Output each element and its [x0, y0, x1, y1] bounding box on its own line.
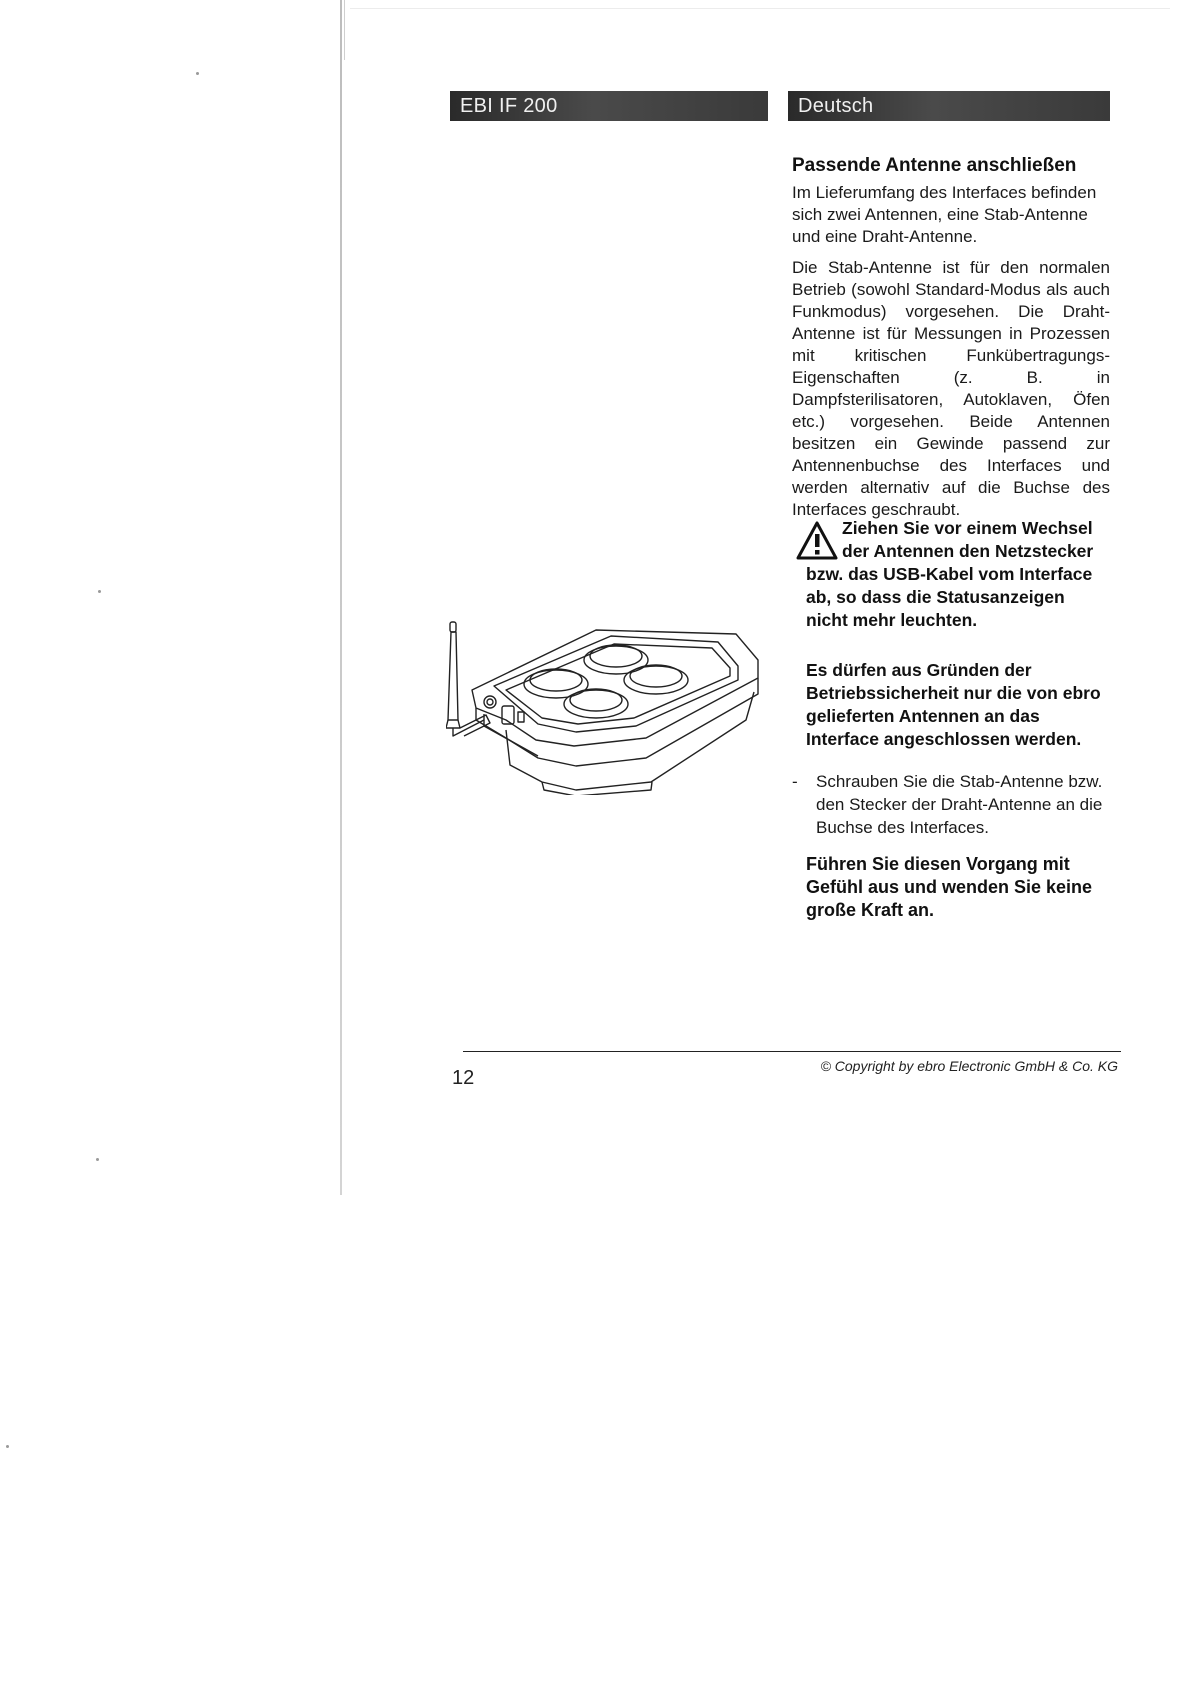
binding-margin-line — [340, 0, 342, 1195]
scan-speck — [196, 72, 199, 75]
instruction-dash: - — [792, 772, 798, 791]
warning-line-1: Ziehen Sie vor einem Wechsel — [842, 518, 1093, 538]
interface-device-illustration — [446, 620, 776, 795]
safety-note: Es dürfen aus Gründen der Betriebssicherheit nur die von ebro gelieferten Antennen an das Interface angeschlossen werden. — [806, 660, 1101, 749]
warning-triangle-icon — [796, 521, 838, 561]
caution-note: Führen Sie diesen Vorgang mit Gefühl aus und wenden Sie keine große Kraft an. — [806, 854, 1093, 920]
warning-block — [796, 517, 1100, 632]
footer-rule — [463, 1051, 1121, 1052]
warning-line-2: der Antennen den Netzstecker — [842, 541, 1094, 561]
header-language-title: Deutsch — [788, 91, 1110, 121]
description-paragraph: Die Stab-Antenne ist für den normalen Betrieb (sowohl Standard-Modus als auch Funkmodus) vorgesehen. Die Draht-Antenne ist für Messungen in Prozessen mit kritischen Funkübertragungs-Eigenschaften (z. B. in Dampfsterilisatoren, Autoklaven, Öfen etc.) vorgesehen. Beide Antennen besitzen ein Gewinde passend zur Antennenbuchse des Interfaces und werden alternativ auf die Buchse des Interfaces geschraubt. — [792, 258, 1110, 519]
instruction-text: Schrauben Sie die Stab-Antenne bzw. den Stecker der Draht-Antenne an die Buchse des Interfaces. — [816, 772, 1103, 837]
warning-text — [796, 517, 1100, 632]
binding-margin-line-secondary — [344, 0, 345, 60]
page-number: 12 — [452, 1067, 475, 1089]
scan-speck — [98, 590, 101, 593]
copyright-notice: © Copyright by ebro Electronic GmbH & Co. KG — [820, 1058, 1118, 1074]
scan-speck — [96, 1158, 99, 1161]
intro-paragraph: Im Lieferumfang des Interfaces befinden sich zwei Antennen, eine Stab-Antenne und eine Draht-Antenne. — [792, 183, 1097, 246]
top-edge-rule — [350, 8, 1170, 9]
header-product-title: EBI IF 200 — [450, 91, 768, 121]
warning-line-rest: bzw. das USB-Kabel vom Interface ab, so dass die Statusanzeigen nicht mehr leuchten. — [806, 564, 1093, 630]
section-heading: Passende Antenne anschließen — [792, 155, 1077, 176]
instruction-list-item — [792, 770, 1108, 839]
scan-speck — [6, 1445, 9, 1448]
